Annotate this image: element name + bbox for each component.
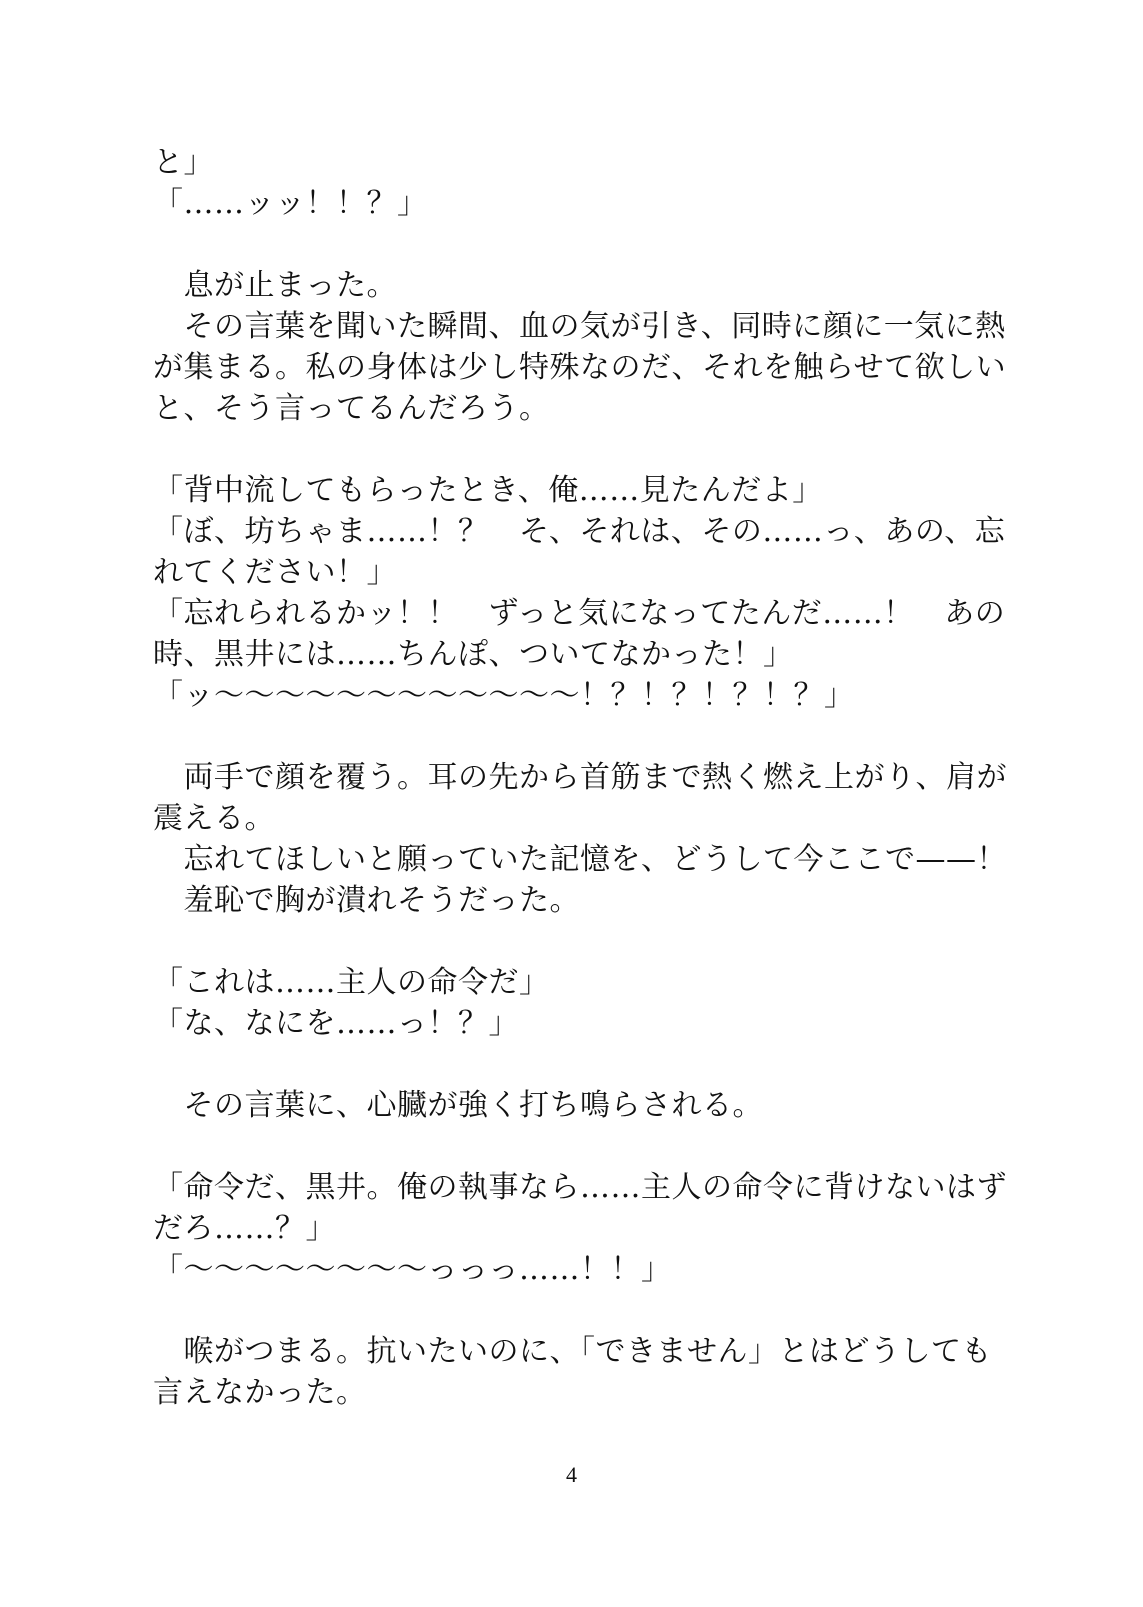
text-line: 「背中流してもらったとき、俺……見たんだよ」 [153, 473, 823, 508]
blank-line [153, 716, 1003, 757]
text-line: 喉がつまる。抗いたいのに、「できません」とはどうしても [153, 1334, 992, 1369]
blank-line [153, 224, 1003, 265]
text-line: 言えなかった。 [153, 1375, 367, 1410]
blank-line [153, 1126, 1003, 1167]
text-line: と」 [153, 145, 214, 180]
text-line: 「これは……主人の命令だ」 [153, 965, 550, 1000]
text-line: 「な、なにを……っ！？」 [153, 1006, 519, 1041]
text-line: その言葉を聞いた瞬間、血の気が引き、同時に顔に一気に熱 [153, 309, 1006, 344]
text-line: 「忘れられるかッ！！ ずっと気になってたんだ……！ あの [153, 596, 1006, 631]
text-line: 息が止まった。 [153, 268, 397, 303]
text-line: だろ……？」 [153, 1211, 336, 1246]
text-line: 羞恥で胸が潰れそうだった。 [153, 883, 580, 918]
text-line: 「ッ〜〜〜〜〜〜〜〜〜〜〜〜！？！？！？！？」 [153, 678, 855, 713]
text-line: 忘れてほしいと願っていた記憶を、どうして今ここで——！ [153, 842, 1007, 877]
body-text [153, 142, 1007, 1413]
text-line: が集まる。私の身体は少し特殊なのだ、それを触らせて欲しい [153, 350, 1007, 385]
text-line: 「命令だ、黒井。俺の執事なら……主人の命令に背けないはず [153, 1170, 1007, 1205]
text-line: 震える。 [153, 801, 275, 836]
text-line: れてください！」 [153, 555, 397, 590]
text-line: 「……ッッ！！？」 [153, 186, 428, 221]
text-line: 両手で顔を覆う。耳の先から首筋まで熱く燃え上がり、肩が [153, 760, 1007, 795]
blank-line [153, 1290, 1003, 1331]
blank-line [153, 921, 1003, 962]
text-line: と、そう言ってるんだろう。 [153, 391, 550, 426]
page-number: 4 [566, 1462, 577, 1487]
text-line: 「〜〜〜〜〜〜〜〜っっっ……！！」 [153, 1252, 672, 1287]
blank-line [153, 1044, 1003, 1085]
text-line: 時、黒井には……ちんぽ、ついてなかった！」 [153, 637, 794, 672]
text-line: 「ぼ、坊ちゃま……！？ そ、それは、その……っ、あの、忘 [153, 514, 1006, 549]
text-line: その言葉に、心臓が強く打ち鳴らされる。 [153, 1088, 763, 1123]
blank-line [153, 429, 1003, 470]
